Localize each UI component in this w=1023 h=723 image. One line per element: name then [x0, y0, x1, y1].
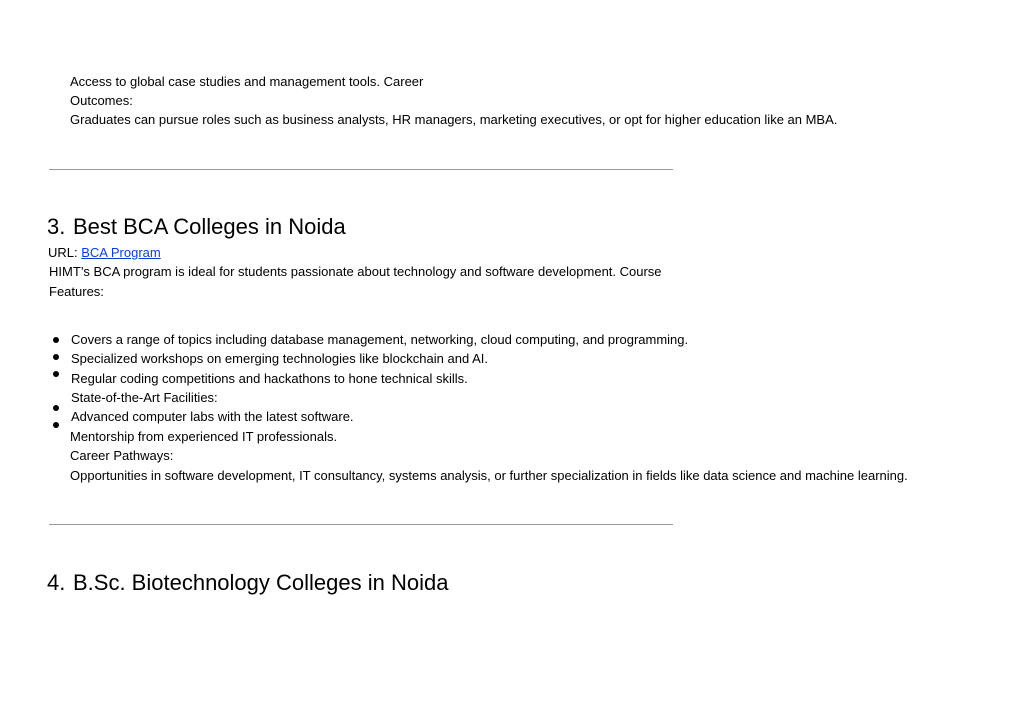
- bullet-marker: [53, 337, 59, 343]
- list-item: Mentorship from experienced IT professionals.: [70, 429, 338, 444]
- section4-heading-title: B.Sc. Biotechnology Colleges in Noida: [73, 570, 449, 595]
- bullet-marker: [53, 371, 59, 377]
- section3-heading-title: Best BCA Colleges in Noida: [73, 214, 346, 239]
- career-text: Opportunities in software development, IT consultancy, systems analysis, or further specialization in fields like data science and machine learning.: [70, 468, 908, 483]
- list-item: Specialized workshops on emerging technologies like blockchain and AI.: [71, 351, 488, 366]
- list-item: State-of-the-Art Facilities:: [71, 390, 218, 405]
- section-divider: [49, 169, 673, 170]
- list-item: Covers a range of topics including database management, networking, cloud computing, and programming.: [71, 332, 689, 347]
- section2-text-line: Access to global case studies and management tools. Career: [70, 74, 424, 89]
- bullet-marker: [53, 422, 59, 428]
- section2-text-line: Graduates can pursue roles such as business analysts, HR managers, marketing executives, or opt for higher education like an MBA.: [70, 112, 838, 127]
- bca-program-link[interactable]: BCA Program: [81, 245, 161, 260]
- section-divider: [49, 524, 673, 525]
- section3-intro-line: Features:: [49, 284, 104, 299]
- bullet-marker: [53, 405, 59, 411]
- section3-intro-line: HIMT’s BCA program is ideal for students passionate about technology and software development. Course: [49, 264, 662, 279]
- section3-heading: [47, 214, 346, 240]
- list-item: Regular coding competitions and hackathons to hone technical skills.: [71, 371, 468, 386]
- list-item: Advanced computer labs with the latest software.: [71, 409, 354, 424]
- section4-heading-number: 4.: [47, 570, 66, 595]
- section3-heading-number: 3.: [47, 214, 66, 239]
- section3-url-line: [48, 245, 161, 261]
- url-label: URL:: [48, 245, 82, 260]
- career-label: Career Pathways:: [70, 448, 174, 463]
- section4-heading: [47, 570, 448, 596]
- section2-text-line: Outcomes:: [70, 93, 133, 108]
- bullet-marker: [53, 354, 59, 360]
